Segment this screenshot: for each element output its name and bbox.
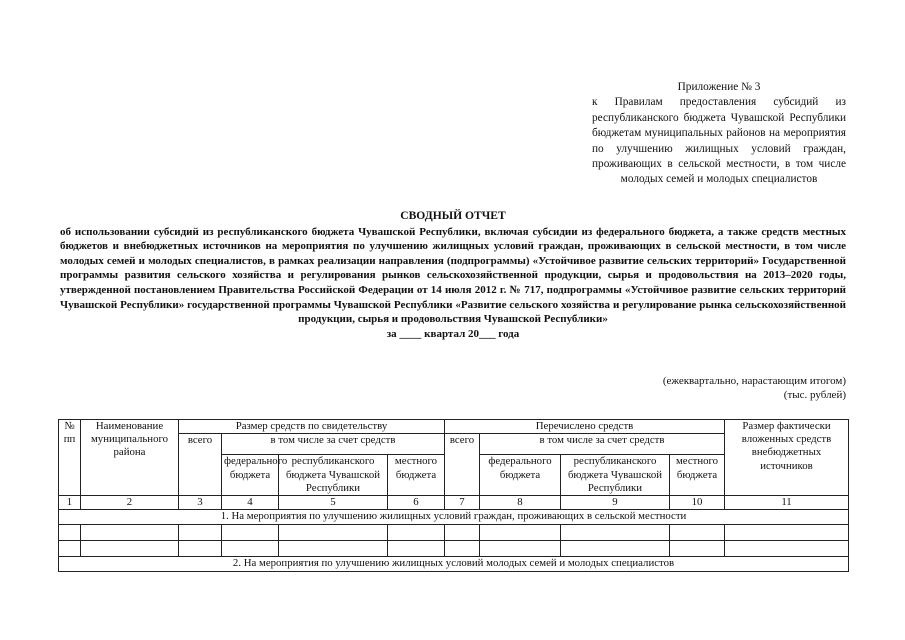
header-row-1 [59,420,849,434]
report-description: об использовании субсидий из республиканского бюджета Чувашской Республики, включая субсидии из федерального бюджета, а также средств местных бюджетов и внебюджетных источников на мероприятия по улучшению жилищных условий граждан, проживающих в сельской местности, в том числе молодых семей и молодых специалистов, в рамках реализации направления (подпрограммы) «Устойчивое развитие сельских территорий» Государственной программы развития сельского хозяйства и регулирования рынков сельскохозяйственной продукции, сырья и продовольствия на 2013–2020 годы, утвержденной постановлением Правительства Российской Федерации от 14 июля 2012 г. № 717, подпрограммы «Устойчивое развитие сельских территорий Чувашской Республики» государственной программы Чувашской Республики «Развитие сельского хозяйства и регулирование рынка сельскохозяйственной продукции, сырья и продовольствия Чувашской Республики» [60,225,846,326]
section-2-row [59,557,849,572]
currency-units-note: (тыс. рублей) [783,389,846,401]
table-cell [445,525,480,541]
table-cell [388,541,445,557]
column-number: 1 [59,496,81,510]
section-1-heading: 1. На мероприятия по улучшению жилищных условий граждан, проживающих в сельской местности [59,510,849,525]
header-transferred-including: в том числе за счет средств [480,434,725,455]
column-number: 3 [179,496,222,510]
table-cell [670,541,725,557]
header-actual-extrabudgetary: Размер фактически вложенных средств внебюджетных источников [725,420,849,496]
table-row [59,525,849,541]
column-number: 5 [279,496,388,510]
appendix-reference [592,80,846,188]
column-number: 4 [222,496,279,510]
table-cell [670,525,725,541]
table-cell [59,541,81,557]
table-cell [59,525,81,541]
table-row [59,541,849,557]
header-cert-local: местного бюджета [388,455,445,496]
header-cert-republic: республиканского бюджета Чувашской Республики [279,455,388,496]
header-transferred-funds: Перечислено средств [445,420,725,434]
table-cell [480,525,561,541]
units-note [560,374,846,402]
table-cell [561,541,670,557]
header-transferred-local: местного бюджета [670,455,725,496]
table-cell [279,525,388,541]
table-cell [179,525,222,541]
table-cell [222,541,279,557]
table-cell [81,525,179,541]
column-number: 10 [670,496,725,510]
header-number: № пп [59,420,81,496]
table-cell [81,541,179,557]
column-number: 8 [480,496,561,510]
table-cell [222,525,279,541]
header-transferred-republic: республиканского бюджета Чувашской Республики [561,455,670,496]
header-cert-total: всего [179,434,222,496]
appendix-text: к Правилам предоставления субсидий из республиканского бюджета Чувашской Республики бюджетам муниципальных районов на мероприятия по улучшению жилищных условий граждан, проживающих в сельской местности, в том числе молодых семей и молодых специалистов [592,96,846,186]
header-cert-federal: федерального бюджета [222,455,279,496]
header-transferred-federal: федерального бюджета [480,455,561,496]
section-1-row [59,510,849,525]
column-number: 6 [388,496,445,510]
table-cell [388,525,445,541]
table-cell [279,541,388,557]
table-cell [480,541,561,557]
table-cell [179,541,222,557]
column-number: 11 [725,496,849,510]
report-title-block [60,209,846,341]
report-period: за ____ квартал 20___ года [386,327,520,340]
column-number: 2 [81,496,179,510]
column-number: 7 [445,496,480,510]
header-transferred-total: всего [445,434,480,496]
header-certificate-funds: Размер средств по свидетельству [179,420,445,434]
table-cell [561,525,670,541]
appendix-number: Приложение № 3 [677,81,761,93]
column-number-row [59,496,849,510]
header-district-name: Наименование муниципального района [81,420,179,496]
reporting-frequency-note: (ежеквартально, нарастающим итогом) [662,375,846,387]
table-cell [725,541,849,557]
section-2-heading: 2. На мероприятия по улучшению жилищных условий молодых семей и молодых специалистов [59,557,849,572]
table-cell [445,541,480,557]
column-number: 9 [561,496,670,510]
header-cert-including: в том числе за счет средств [222,434,445,455]
table-cell [725,525,849,541]
report-title: СВОДНЫЙ ОТЧЕТ [400,209,506,222]
report-table [58,419,849,572]
